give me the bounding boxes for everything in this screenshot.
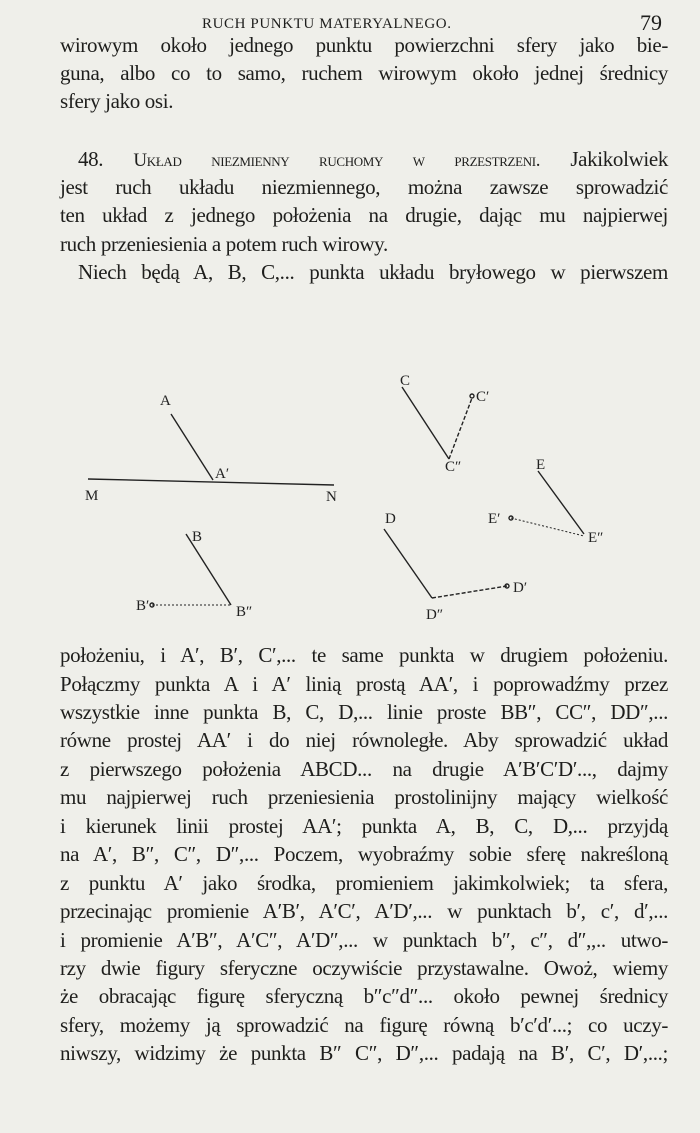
text-line: jest ruch układu niezmiennego, można zawsze sprowadzić xyxy=(60,175,668,199)
segment-aa xyxy=(171,414,213,480)
label-e-prime: E′ xyxy=(488,511,501,527)
label-c-prime: C′ xyxy=(476,389,490,405)
segment-cc xyxy=(402,387,449,459)
dotted-e xyxy=(511,518,584,536)
running-title: RUCH PUNKTU MATERYALNEGO. xyxy=(202,16,452,32)
text-line: Połączmy punkta A i A′ linią prostą AA′, i poprowadźmy przez xyxy=(60,672,668,696)
segment-ee xyxy=(538,471,584,534)
label-a-prime: A′ xyxy=(215,466,230,482)
label-b-prime: B′ xyxy=(136,598,150,614)
label-d: D xyxy=(385,511,396,527)
label-b: B xyxy=(192,529,203,545)
text-line: że obracając figurę sferyczną b″c″d″... około pewnej średnicy xyxy=(60,984,668,1008)
label-d-prime: D′ xyxy=(513,580,528,596)
label-c-dprime: C″ xyxy=(445,459,462,475)
text-line: równe prostej AA′ i do niej równoległe. Aby sprowadzić układ xyxy=(60,728,668,752)
dashed-d xyxy=(432,586,507,598)
label-n: N xyxy=(326,489,337,505)
axis-line-mn xyxy=(88,479,334,485)
segment-dd xyxy=(384,529,432,598)
text-line: położeniu, i A′, B′, C′,... te same punkta w drugiem położeniu. xyxy=(60,643,668,667)
label-e: E xyxy=(536,457,546,473)
label-a: A xyxy=(160,393,171,409)
section-title: Układ niezmienny ruchomy w przestrzeni. xyxy=(133,150,541,171)
text-line: sfery jako osi. xyxy=(60,89,174,113)
text-line: i kierunek linii prostej AA′; punkta A, B, C, D,... przyjdą xyxy=(60,814,668,838)
text-line: z pierwszego położenia ABCD... na drugie A′B′C′D′..., dajmy xyxy=(60,757,668,781)
text-line: z punktu A′ jako środka, promieniem jakimkolwiek; ta sfera, xyxy=(60,871,668,895)
text-fragment: Jakikolwiek xyxy=(570,147,668,171)
label-e-dprime: E″ xyxy=(588,530,604,546)
text-line: mu najpierwej ruch przeniesienia prostolinijny mający wielkość xyxy=(60,785,668,809)
label-b-dprime: B″ xyxy=(236,604,253,620)
text-line: wirowym około jednego punktu powierzchni sfery jako bie- xyxy=(60,33,668,57)
text-line: na A′, B″, C″, D″,... Poczem, wyobraźmy sobie sferę nakreśloną xyxy=(60,842,668,866)
label-c: C xyxy=(400,373,411,389)
text-line: Niech będą A, B, C,... punkta układu bryłowego w pierwszem xyxy=(78,260,668,284)
label-d-dprime: D″ xyxy=(426,607,444,623)
text-line: rzy dwie figury sferyczne oczywiście przystawalne. Owoż, wiemy xyxy=(60,956,668,980)
text-line: przecinając promienie A′B′, A′C′, A′D′,... w punktach b′, c′, d′,... xyxy=(60,899,668,923)
text-line: niwszy, widzimy że punkta B″ C″, D″,... padają na B′, C′, D′,...; xyxy=(60,1041,668,1065)
text-line: wszystkie inne punkta B, C, D,... linie proste BB″, CC″, DD″,... xyxy=(60,700,668,724)
section-number: 48. xyxy=(78,147,104,171)
page-number: 79 xyxy=(640,10,662,35)
dashed-c xyxy=(449,398,472,459)
text-line: guna, albo co to samo, ruchem wirowym około jednej średnicy xyxy=(60,61,668,85)
point-c-prime xyxy=(470,394,474,398)
text-line: ten układ z jednego położenia na drugie, dając mu najpierwej xyxy=(60,203,668,227)
text-line: i promienie A′B″, A′C″, A′D″,... w punktach b″, c″, d″,,.. utwo- xyxy=(60,928,668,952)
label-m: M xyxy=(85,488,99,504)
text-line: sfery, możemy ją sprowadzić na figurę równą b′c′d′...; co uczy- xyxy=(60,1013,668,1037)
text-line: ruch przeniesienia a potem ruch wirowy. xyxy=(60,232,388,256)
